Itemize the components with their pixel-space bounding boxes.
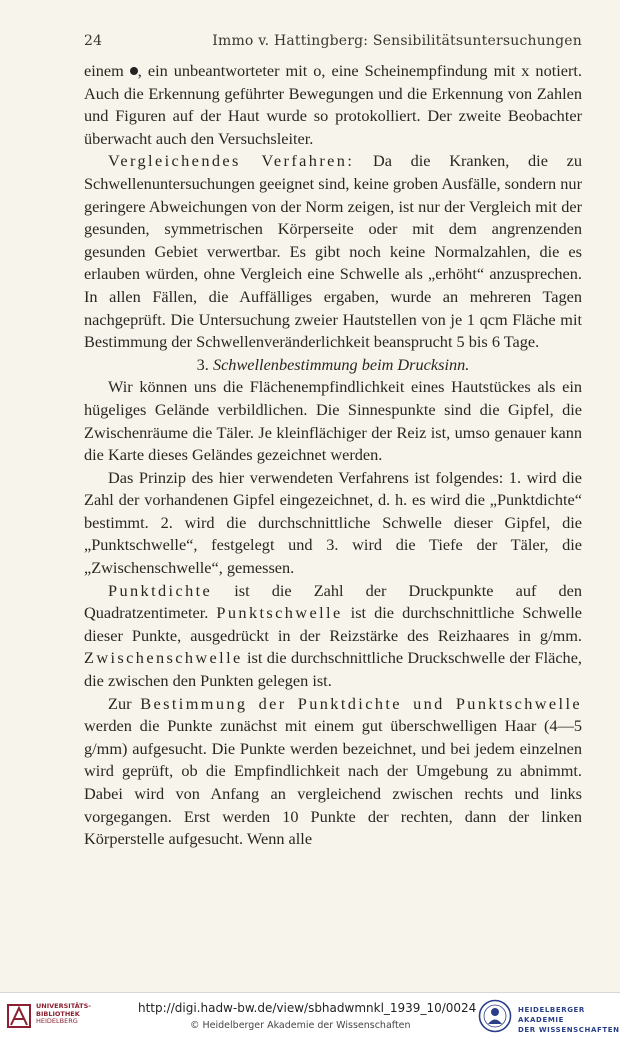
p1-post: , ein unbeantworteter mit o, eine Scheinempfindung mit x notiert. Auch die Erkennung geführter Bewegungen und die Erkennung von Zahlen und Figuren auf der Haut wurde so protokolliert. Der zweite Beobachter überwacht auch den Versuchsleiter. — [84, 61, 583, 148]
paragraph-2 — [84, 150, 582, 353]
section-heading — [84, 354, 582, 377]
paragraph-3: Wir können uns die Flächenempfindlichkeit eines Hautstückes als ein hügeliges Gelände verbildlichen. Die Sinnespunkte sind die Gipfel, die Zwischenräume die Täler. Je kleinflächiger der Reiz ist, umso genauer kann die Karte dieses Geländes gezeichnet werden. — [84, 377, 582, 465]
p5-text-2: ist die durchschnittliche Schwelle dieser Punkte, ausgedrückt in der Reizstärke des Reizhaares in g/mm. — [84, 603, 582, 645]
ub-line-3: HEIDELBERG — [36, 1017, 78, 1025]
paragraph-1 — [84, 60, 582, 150]
academy-line-1: HEIDELBERGER AKADEMIE — [518, 1006, 585, 1024]
p2-rest: Da die Kranken, die zu Schwellenuntersuchungen geeignet sind, keine groben Ausfälle, sondern nur geringere Abweichungen von der Norm zeigen, ist nur der Vergleich mit der gesunden, symmetrischen Körperseite oder mit dem angrenzenden gesunden Gebiet verwertbar. Es gibt noch keine Normalzahlen, die es erlauben würden, ohne Vergleich eine Schwelle als „erhöht“ anzusprechen. In allen Fällen, die Auffälliges ergaben, wurde an mehreren Tagen nachgeprüft. Die Untersuchung zweier Hautstellen von je 1 qcm Fläche mit Bestimmung der Schwellenveränderlichkeit beansprucht 5 bis 6 Tage. — [84, 151, 582, 352]
academy-line-2: DER WISSENSCHAFTEN — [518, 1026, 620, 1034]
p6-rest: werden die Punkte zunächst mit einem gut überschwelligen Haar (4—5 g/mm) aufgesucht. Die Punkte werden bezeichnet, und bei jedem einzelnen wird geprüft, ob die Empfindlichkeit nach der Umgebung zu abnimmt. Dabei wird von Anfang an vergleichend zwischen rechts und links vorgegangen. Erst werden 10 Punkte der rechten, dann der linken Körperstelle aufgesucht. Wenn alle — [84, 716, 582, 849]
p5-text-3: ist die durchschnittliche Druckschwelle der Fläche, die zwischen den Punkten gelegen ist. — [84, 648, 582, 691]
p2-spaced-term: Vergleichendes Verfahren: — [108, 151, 355, 171]
ub-line-1: UNIVERSITÄTS- — [36, 1002, 91, 1010]
term-zwischenschwelle: Zwischenschwelle — [84, 648, 243, 668]
p5-text-1: ist die Zahl der Druckpunkte auf den Quadratzentimeter. — [84, 580, 582, 623]
copyright-notice: © Heidelberger Akademie der Wissenschaften — [190, 1020, 411, 1031]
page-number: 24 — [84, 33, 103, 49]
p6-pre: Zur — [108, 693, 141, 713]
heading-title: Schwellenbestimmung beim Drucksinn. — [212, 354, 470, 374]
paragraph-6 — [84, 693, 582, 851]
p6-spaced-term: Bestimmung der Punktdichte und Punktschwelle — [140, 693, 582, 713]
university-library-logo-icon[interactable] — [6, 1001, 32, 1031]
viewer-footer — [0, 992, 620, 1039]
university-library-name — [36, 1003, 91, 1026]
body-text — [84, 60, 582, 851]
term-punktdichte: Punktdichte — [108, 580, 213, 600]
paragraph-5 — [84, 580, 582, 693]
heading-number: 3. — [196, 354, 213, 374]
paragraph-4: Das Prinzip des hier verwendeten Verfahrens ist folgendes: 1. wird die Zahl der vorhandenen Gipfel eingezeichnet, d. h. es wird die „Punktdichte“ bestimmt. 2. wird die durchschnittliche Schwelle dieser Gipfel, die „Punktschwelle“, festgelegt und 3. wird die Tiefe der Täler, die „Zwischenschwelle“, gemessen. — [84, 467, 582, 578]
running-title: Immo v. Hattingberg: Sensibilitätsuntersuchungen — [212, 33, 582, 49]
academy-name — [518, 1005, 620, 1035]
filled-dot-icon — [130, 67, 138, 75]
p1-pre: einem — [84, 61, 130, 80]
academy-seal-icon[interactable] — [478, 999, 512, 1033]
term-punktschwelle: Punktschwelle — [216, 603, 343, 623]
ub-line-2: BIBLIOTHEK — [36, 1009, 80, 1018]
permalink-url[interactable]: http://digi.hadw-bw.de/view/sbhadwmnkl_1939_10/0024 — [138, 1001, 477, 1015]
